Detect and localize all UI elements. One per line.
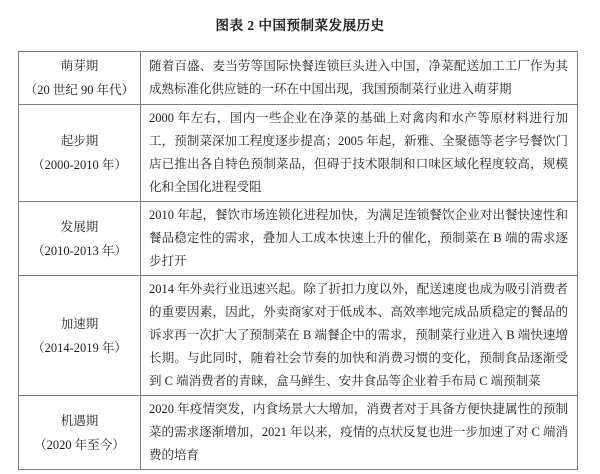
stage-name: 加速期 [60, 316, 99, 331]
stage-cell [19, 276, 141, 396]
stage-period: （2014-2019 年） [32, 340, 127, 355]
table-row-opportunity [19, 396, 578, 470]
table-row-acceleration [19, 276, 578, 396]
stage-name: 发展期 [60, 219, 99, 234]
stage-period: （2020 年至今） [34, 437, 125, 452]
stage-cell [19, 396, 141, 470]
table-title: 图表 2 中国预制菜发展历史 [215, 18, 385, 33]
stage-cell [19, 105, 141, 202]
description-cell: 2014 年外卖行业迅速兴起。除了折扣力度以外，配送速度也成为吸引消费者的重要因素，因此，外卖商家对于低成本、高效率地完成品质稳定的餐品的诉求再一次扩大了预制菜在 B 端餐企中的需求，预制菜行业进入 B 端快速增长期。与此同时，随着社会节奏的加快和消费习惯的变化，预制食品逐渐受到 C 端消费者的青睐，盒马鲜生、安井食品等企业着手布局 C 端预制菜 [141, 276, 578, 396]
stage-cell [19, 52, 141, 105]
stage-name: 起步期 [60, 134, 99, 148]
stage-name: 萌芽期 [60, 59, 99, 73]
stage-period: （20 世纪 90 年代） [24, 83, 135, 97]
description-cell: 2020 年疫情突发，内食场景大大增加，消费者对于具备方便快捷属性的预制菜的需求逐渐增加，2021 年以来，疫情的点状反复也进一步加速了对 C 端消费的培育 [141, 396, 578, 470]
description-cell: 随着百盛、麦当劳等国际快餐连锁巨头进入中国，净菜配送加工工厂作为其成熟标准化供应链的一环在中国出现，我国预制菜行业进入萌芽期 [141, 52, 578, 105]
stage-period: （2000-2010 年） [32, 158, 127, 172]
stage-name: 机遇期 [60, 413, 99, 428]
table-row-germination [19, 52, 578, 105]
table-row-startup [19, 105, 578, 202]
description-cell: 2000 年左右，国内一些企业在净菜的基础上对禽肉和水产等原材料进行加工，预制菜深加工程度逐步提高；2005 年起，新雅、全聚德等老字号餐饮门店已推出各自特色预制菜品，但碍于技术限制和口味区域化程度较高，规模化和全国化进程受阻 [141, 105, 578, 202]
stage-period: （2010-2013 年） [32, 243, 127, 258]
description-cell: 2010 年起，餐饮市场连锁化进程加快，为满足连锁餐饮企业对出餐快速性和餐品稳定性的需求，叠加人工成本快速上升的催化，预制菜在 B 端的需求逐步打开 [141, 202, 578, 276]
development-history-table [18, 51, 578, 470]
stage-cell [19, 202, 141, 276]
table-row-development [19, 202, 578, 276]
